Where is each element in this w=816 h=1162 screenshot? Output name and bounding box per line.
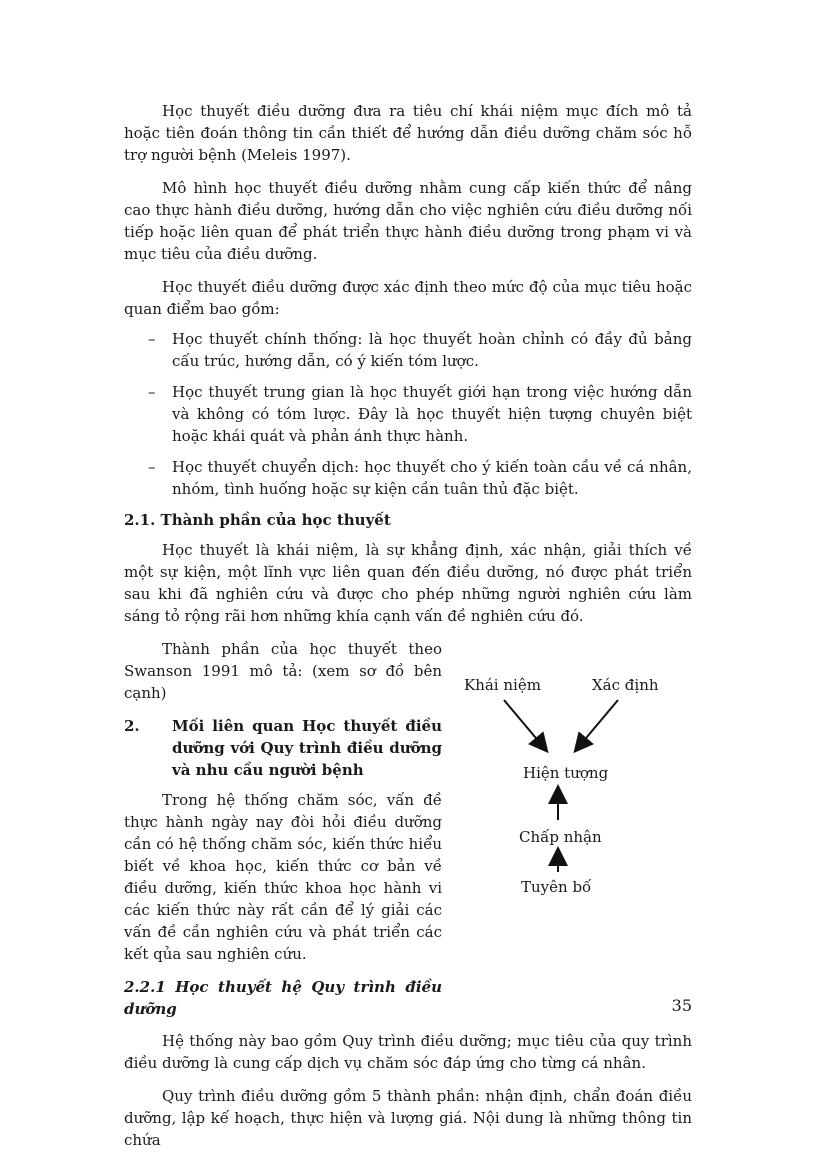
left-column	[124, 638, 442, 1030]
document-page	[124, 100, 692, 1162]
swanson-diagram	[442, 638, 692, 1030]
diagram-label-definition: Xác định	[592, 676, 659, 694]
theory-type-list	[124, 328, 692, 500]
paragraph-intro-3: Học thuyết điều dưỡng được xác định theo mức độ của mục tiêu hoặc quan điểm bao gồm:	[124, 278, 692, 318]
arrow-definition-to-phenomenon	[576, 700, 618, 750]
diagram-label-statement: Tuyên bố	[521, 878, 592, 896]
arrow-concept-to-phenomenon	[504, 700, 546, 750]
section-2-1-heading: 2.1. Thành phần của học thuyết	[124, 511, 391, 529]
section-2-2-1-paragraph-1: Hệ thống này bao gồm Quy trình điều dưỡng; mục tiêu của quy trình điều dưỡng là cung cấp dịch vụ chăm sóc đáp ứng cho từng cá nhân.	[124, 1032, 692, 1072]
diagram-label-concept: Khái niệm	[464, 676, 541, 694]
swanson-paragraph: Thành phần của học thuyết theo Swanson 1991 mô tả: (xem sơ đồ bên cạnh)	[124, 640, 442, 702]
page-number: 35	[671, 996, 692, 1015]
section-2-1-paragraph: Học thuyết là khái niệm, là sự khẳng định, xác nhận, giải thích về một sự kiện, một lĩnh vực liên quan đến điều dưỡng, nó được phát triển sau khi đã nghiên cứu và được cho phép những người nghiên cứu làm sáng tỏ rộng rãi hơn những khía cạnh vấn đề nghiên cứu đó.	[124, 541, 692, 625]
paragraph-intro-2: Mô hình học thuyết điều dưỡng nhằm cung cấp kiến thức để nâng cao thực hành điều dưỡng, hướng dẫn cho việc nghiên cứu điều dưỡng nối tiếp hoặc liên quan để phát triển thực hành điều dưỡng trong phạm vi và mục tiêu của điều dưỡng.	[124, 179, 692, 263]
list-item: – Học thuyết chính thống: là học thuyết hoàn chỉnh có đầy đủ bảng cấu trúc, hướng dẫn, có ý kiến tóm lược.	[148, 330, 692, 370]
section-2-paragraph: Trong hệ thống chăm sóc, vấn đề thực hành ngày nay đòi hỏi điều dưỡng cần có hệ thống chăm sóc, kiến thức hiểu biết về khoa học, kiến thức cơ bản về điều dưỡng, kiến thức khoa học hành vi các kiến thức này rất cần để lý giải các vấn đề cần nghiên cứu và phát triển các kết qủa sau nghiên cứu.	[124, 791, 442, 963]
paragraph-intro-1: Học thuyết điều dưỡng đưa ra tiêu chí khái niệm mục đích mô tả hoặc tiên đoán thông tin cần thiết để hướng dẫn điều dưỡng chăm sóc hỗ trợ người bệnh (Meleis 1997).	[124, 102, 692, 164]
section-number: 2.	[124, 717, 140, 735]
section-2-heading	[124, 715, 442, 781]
list-item: – Học thuyết chuyển dịch: học thuyết cho ý kiến toàn cầu về cá nhân, nhóm, tình huống hoặc sự kiện cần tuân thủ đặc biệt.	[148, 458, 692, 498]
diagram-label-phenomenon: Hiện tượng	[523, 764, 609, 782]
list-item: – Học thuyết trung gian là học thuyết giới hạn trong việc hướng dẫn và không có tóm lược. Đây là học thuyết hiện tượng chuyên biệt hoặc khái quát và phản ánh thực hành.	[148, 383, 692, 445]
section-title: Mối liên quan Học thuyết điều dưỡng với Quy trình điều dưỡng và nhu cầu người bệnh	[172, 717, 442, 779]
diagram-label-acceptance: Chấp nhận	[519, 828, 602, 846]
section-2-2-1-heading: 2.2.1 Học thuyết hệ Quy trình điều dưỡng	[124, 978, 442, 1018]
dash-bullet: –	[148, 330, 156, 348]
section-2-2-1-paragraph-2: Quy trình điều dưỡng gồm 5 thành phần: nhận định, chẩn đoán điều dưỡng, lập kế hoạch, thực hiện và lượng giá. Nội dung là những thông tin chứa	[124, 1087, 692, 1149]
dash-bullet: –	[148, 458, 156, 476]
two-column-block	[124, 638, 692, 1030]
dash-bullet: –	[148, 383, 156, 401]
